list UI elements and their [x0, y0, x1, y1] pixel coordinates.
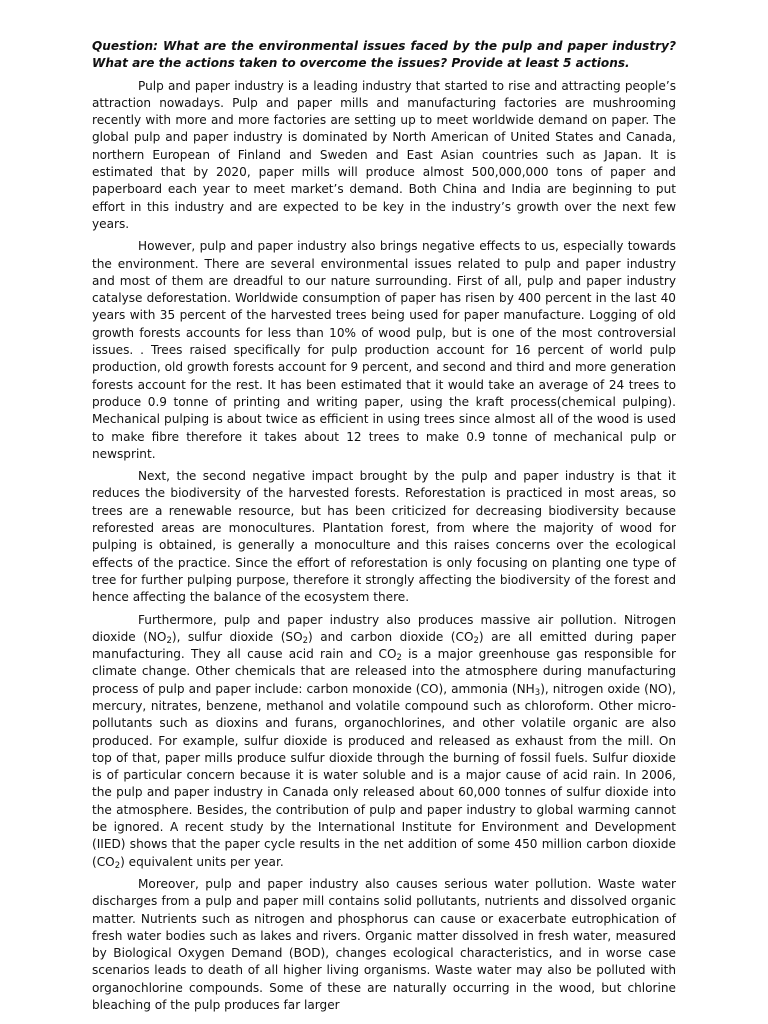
paragraph-text: Moreover, pulp and paper industry also causes serious water pollution. Waste water discharges from a pulp and paper mill contains solid pollutants, nutrients and dissolved organic matter. Nutrients such as nitrogen and phosphorus can cause or exacerbate eutrophication of fresh water bodies such as lakes and rivers. Organic matter dissolved in fresh water, measured by Biological Oxygen Demand (BOD), changes ecological characteristics, and in worse case scenarios leads to death of all higher living organisms. Waste water may also be polluted with organochlorine compounds. Some of these are naturally occurring in the wood, but chlorine bleaching of the pulp produces far larger — [92, 876, 676, 1013]
subscript: 2 — [473, 635, 479, 646]
paragraph-text: ) and carbon dioxide (CO — [308, 629, 474, 644]
paragraph-introduction — [92, 78, 676, 234]
subscript: 2 — [396, 653, 402, 664]
paragraph-text: ), nitrogen oxide (NO), mercury, nitrates, benzene, methanol and volatile compound such as chloroform. Other micro-pollutants such as dioxins and furans, organochlorines, and other volatile organic are also produced. For example, sulfur dioxide is produced and released as exhaust from the mill. On top of that, paper mills produce sulfur dioxide through the burning of fossil fuels. Sulfur dioxide is of particular concern because it is water soluble and is a major cause of acid rain. In 2006, the pulp and paper industry in Canada only released about 60,000 tonnes of sulfur dioxide into the atmosphere. Besides, the contribution of pulp and paper industry to global warming cannot be ignored. A recent study by the International Institute for Environment and Development (IIED) shows that the paper cycle results in the net addition of some 450 million carbon dioxide (CO — [92, 681, 676, 869]
subscript: 2 — [302, 635, 309, 646]
paragraph-deforestation — [92, 238, 676, 463]
subscript: 2 — [114, 860, 121, 871]
paragraph-text: Furthermore, pulp and paper industry also produces massive air pollution. Nitrogen dioxide (NO — [92, 612, 676, 644]
paragraph-text: ), sulfur dioxide (SO — [171, 629, 303, 644]
paragraph-text: ) equivalent units per year. — [120, 854, 284, 869]
subscript: 3 — [534, 687, 541, 698]
question-heading: Question: What are the environmental issues faced by the pulp and paper industry? What are the actions taken to overcome the issues? Provide at least 5 actions. — [92, 39, 676, 71]
paragraph-text: Pulp and paper industry is a leading industry that started to rise and attracting people’s attraction nowadays. Pulp and paper mills and manufacturing factories are mushrooming recently with more and more factories are setting up to meet worldwide demand on paper. The global pulp and paper industry is dominated by North American of United States and Canada, northern European of Finland and Sweden and East Asian countries such as Japan. It is estimated that by 2020, paper mills will produce almost 500,000,000 tons of paper and paperboard each year to meet market’s demand. Both China and India are beginning to put effort in this industry and are expected to be key in the industry’s growth over the next few years. — [92, 78, 676, 231]
paragraph-text: However, pulp and paper industry also brings negative effects to us, especially towards the environment. There are several environmental issues related to pulp and paper industry and most of them are dreadful to our nature surrounding. First of all, pulp and paper industry catalyse deforestation. Worldwide consumption of paper has risen by 400 percent in the last 40 years with 35 percent of the harvested trees being used for paper manufacture. Logging of old growth forests accounts for less than 10% of wood pulp, but is one of the most controversial issues. . Trees raised specifically for pulp production account for 16 percent of world pulp production, old growth forests account for 9 percent, and second and third and more generation forests account for the rest. It has been estimated that it would take an average of 24 trees to produce 0.9 tonne of printing and writing paper, using the kraft process(chemical pulping). Mechanical pulping is about twice as efficient in using trees since almost all of the wood is used to make fibre therefore it takes about 12 trees to make 0.9 tonne of mechanical pulp or newsprint. — [92, 239, 676, 461]
paragraph-air-pollution — [92, 612, 676, 871]
paragraph-text: is a major greenhouse gas responsible for climate change. Other chemicals that are released into the atmosphere during manufacturing process of pulp and paper include: carbon monoxide (CO), ammonia (NH — [92, 647, 676, 696]
paragraph-text: Next, the second negative impact brought by the pulp and paper industry is that it reduces the biodiversity of the harvested forests. Reforestation is practiced in most areas, so trees are a renewable resource, but has been criticized for decreasing biodiversity because reforested areas are monocultures. Plantation forest, from where the majority of wood for pulping is obtained, is generally a monoculture and this raises concerns over the ecological effects of the practice. Since the effort of reforestation is only focusing on planting one type of tree for further pulping purpose, therefore it strongly affecting the biodiversity of the forest and hence affecting the balance of the ecosystem there. — [92, 469, 676, 605]
document-page — [92, 38, 676, 1019]
paragraph-text: ) are all emitted during paper manufacturing. They all cause acid rain and CO — [92, 629, 676, 662]
paragraph-biodiversity — [92, 468, 676, 606]
paragraph-water-pollution — [92, 876, 676, 1014]
subscript: 2 — [166, 635, 172, 646]
